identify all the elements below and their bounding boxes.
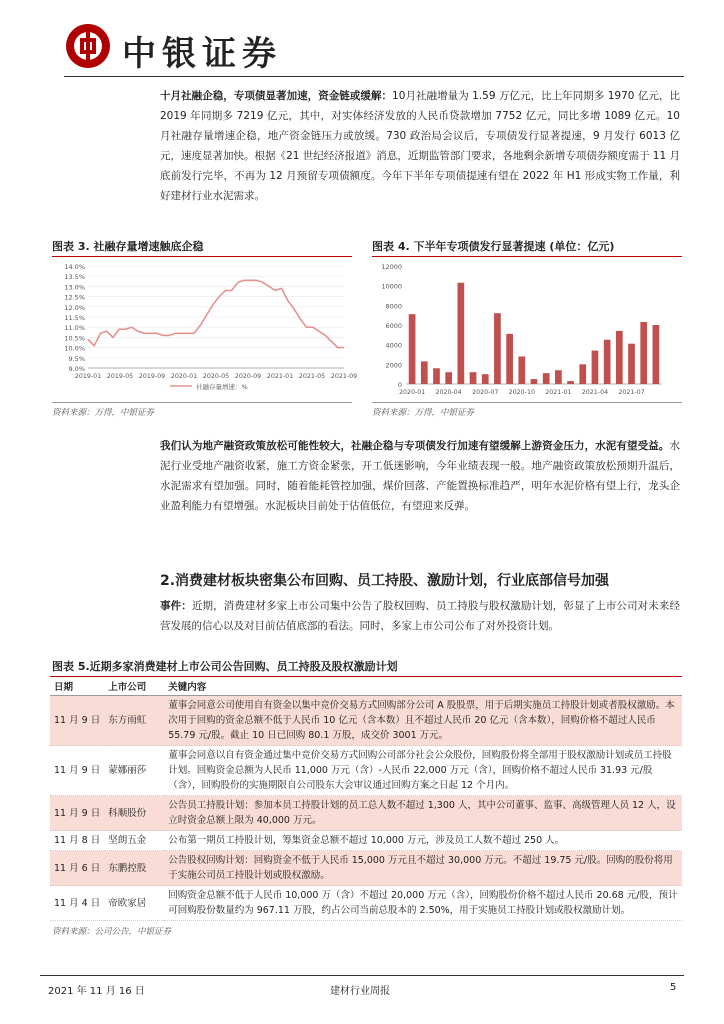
bar-month-9 [506, 334, 513, 384]
table5-title: 图表 5.近期多家消费建材上市公司公告回购、员工持股及股权激励计划 [52, 660, 398, 673]
x-tick-label: 2021-01 [266, 373, 294, 380]
fig4-title: 图表 4. 下半年专项债发行显著提速 (单位：亿元) [372, 240, 615, 253]
col-header-date: 日期 [50, 677, 104, 696]
row-date: 11 月 8 日 [50, 831, 104, 851]
x-tick-label: 2021-04 [581, 389, 609, 396]
table-row [50, 696, 682, 746]
footer-title: 建材行业周报 [330, 986, 390, 997]
paragraph-cement-view [160, 436, 680, 516]
bar-month-5 [458, 283, 465, 384]
fig3-title: 图表 3. 社融存量增速触底企稳 [52, 240, 204, 253]
bar-month-12 [543, 373, 550, 384]
table-row [50, 886, 682, 921]
y-tick-label: 10.0% [64, 344, 85, 353]
y-tick-label: 4000 [385, 341, 402, 350]
bar-month-17 [604, 340, 611, 384]
section-2-title: 2.消费建材板块密集公布回购、员工持股、激励计划，行业底部信号加强 [160, 573, 610, 589]
bar-month-4 [445, 372, 452, 384]
bar-month-7 [482, 374, 489, 384]
y-tick-label: 10000 [381, 282, 402, 291]
buyback-table [50, 676, 682, 921]
footer-page-number: 5 [670, 982, 677, 993]
x-tick-label: 2020-04 [435, 389, 462, 396]
col-header-company: 上市公司 [104, 677, 164, 696]
col-header-content: 关键内容 [164, 677, 682, 696]
y-tick-label: 10.5% [64, 334, 85, 343]
x-tick-label: 2020-01 [398, 389, 426, 396]
bar-month-14 [567, 381, 574, 384]
table-row [50, 796, 682, 831]
row-content: 公告员工持股计划：参加本员工持股计划的员工总人数不超过 1,300 人，其中公司董事、监事、高级管理人员 12 人，设立时资金总额上限为 40,000 万元。 [164, 796, 682, 831]
bar-month-13 [555, 370, 562, 384]
fig3-line-chart [52, 258, 358, 398]
bar-month-21 [653, 325, 660, 384]
x-tick-label: 2021-05 [298, 373, 326, 380]
y-tick-label: 11.0% [64, 324, 85, 333]
row-company: 蒙娜丽莎 [104, 746, 164, 796]
row-company: 东方雨虹 [104, 696, 164, 746]
y-tick-label: 13.5% [64, 273, 85, 282]
row-date: 11 月 4 日 [50, 886, 104, 921]
bar-month-2 [421, 361, 428, 384]
header-divider [64, 76, 684, 77]
y-tick-label: 12.5% [64, 293, 85, 302]
x-tick-label: 2020-05 [202, 373, 230, 380]
bank-logo-icon [64, 22, 112, 70]
x-tick-label: 2020-01 [170, 373, 198, 380]
footer-date: 2021 年 11 月 16 日 [48, 986, 145, 997]
row-company: 科顺股份 [104, 796, 164, 831]
row-company: 帝欧家居 [104, 886, 164, 921]
bar-month-20 [640, 322, 647, 384]
para3-lead: 事件： [160, 600, 192, 612]
y-tick-label: 9.5% [68, 354, 85, 363]
fig3-source: 资料来源：万得，中银证券 [52, 408, 155, 418]
x-tick-label: 2019-01 [74, 373, 102, 380]
brand-name: 中银证券 [122, 34, 282, 74]
table-row [50, 851, 682, 886]
y-tick-label: 12.0% [64, 303, 85, 312]
bar-month-1 [409, 314, 416, 384]
fig3-rule [52, 256, 352, 257]
fig4-bottom-rule [372, 402, 682, 403]
fig4-source: 资料来源：万得，中银证券 [372, 408, 475, 418]
fig4-rule [372, 256, 682, 257]
y-tick-label: 0 [397, 381, 402, 389]
row-content: 董事会同意公司使用自有资金以集中竞价交易方式回购部分公司 A 股股票，用于后期实施员工持股计划或者股权激励。本次用于回购的资金总额不低于人民币 10 亿元（含本数）且不超过人民币 20 亿元（含本数），回购价格不超过人民币 55.79 元/股。截止 10 日已回购 80.1 万股，成交价 3001 万元。 [164, 696, 682, 746]
row-date: 11 月 9 日 [50, 746, 104, 796]
y-tick-label: 12000 [381, 263, 402, 271]
table-row [50, 831, 682, 851]
bar-month-19 [628, 344, 635, 384]
row-content: 董事会同意以自有资金通过集中竞价交易方式回购公司部分社会公众股份，回购股份将全部用于股权激励计划或员工持股计划。回购资金总额为人民币 11,000 万元（含）-人民币 22,000 万元（含），回购价格不超过人民币 31.93 元/股（含），回购股份的实施期限自公司股东大会审议通过回购方案之日起 12 个月内。 [164, 746, 682, 796]
bar-month-11 [531, 379, 538, 384]
x-tick-label: 2021-01 [545, 389, 572, 396]
y-tick-label: 13.0% [64, 283, 85, 292]
x-tick-label: 2020-10 [508, 389, 535, 396]
y-tick-label: 14.0% [64, 263, 85, 271]
x-tick-label: 2020-09 [234, 373, 262, 380]
row-date: 11 月 9 日 [50, 796, 104, 831]
table-header-row [50, 677, 682, 696]
fig4-bar-chart [372, 258, 682, 398]
para2-body: 水泥行业受地产融资收紧，施工方资金紧张，开工低迷影响，今年业绩表现一般。地产融资政策放松预期升温后，水泥需求有望加强。同时，随着能耗管控加强，煤价回落、产能置换标准趋严，明年水泥价格有望上行，龙头企业盈利能力有望增强。水泥板块目前处于估值低位，有望迎来反弹。 [160, 440, 680, 512]
y-tick-label: 6000 [385, 322, 402, 330]
footer-divider [40, 975, 684, 976]
fig3-bottom-rule [52, 402, 352, 403]
bar-month-3 [433, 368, 440, 384]
bar-month-10 [518, 356, 525, 384]
bar-month-8 [494, 313, 501, 384]
y-tick-label: 11.5% [64, 314, 85, 322]
x-tick-label: 2021-09 [330, 373, 358, 380]
row-date: 11 月 9 日 [50, 696, 104, 746]
x-tick-label: 2019-05 [106, 373, 134, 380]
row-company: 东鹏控股 [104, 851, 164, 886]
row-date: 11 月 6 日 [50, 851, 104, 886]
row-company: 坚朗五金 [104, 831, 164, 851]
para1-body: 10月社融增量为 1.59 万亿元，比上年同期多 1970 亿元，比 2019 年同期多 7219 亿元，其中，对实体经济发放的人民币贷款增加 7752 亿元，同比多增 1089 亿元。10 月社融存量增速企稳，地产资金链压力或放缓。730 政治局会议后，专项债发行显著提速，9 月发行 6013 亿元，速度显著加快。根据《21 世纪经济报道》消息，近期监管部门要求，各地剩余新增专项债券额度需于 11 月底前发行完毕，不再为 12 月预留专项债额度。今年下半年专项债提速有望在 2022 年 H1 形成实物工作量，利好建材行业水泥需求。 [160, 90, 680, 202]
para1-lead: 十月社融企稳，专项债显著加速，资金链或缓解： [160, 90, 393, 102]
x-tick-label: 2021-07 [618, 389, 645, 396]
bar-month-6 [470, 372, 477, 384]
bar-month-15 [579, 364, 586, 384]
para2-lead: 我们认为地产融资政策放松可能性较大，社融企稳与专项债发行加速有望缓解上游资金压力，水泥有望受益。 [160, 440, 670, 452]
para3-body: 近期，消费建材多家上市公司集中公告了股权回购、员工持股与股权激励计划，彰显了上市公司对未来经营发展的信心以及对目前估值底部的看法。同时，多家上市公司公布了对外投资计划。 [160, 600, 680, 632]
row-content: 公布第一期员工持股计划，筹集资金总额不超过 10,000 万元，涉及员工人数不超过 250 人。 [164, 831, 682, 851]
paragraph-event [160, 596, 680, 636]
y-tick-label: 2000 [385, 361, 402, 370]
table-row [50, 746, 682, 796]
row-content: 回购资金总额不低于人民币 10,000 万（含）不超过 20,000 万元（含），回购股份价格不超过人民币 20.68 元/股，预计可回购股份数量约为 967.11 万股，约占公司当前总股本的 2.50%，用于实施员工持股计划或股权激励计划。 [164, 886, 682, 921]
table5-source: 资料来源：公司公告，中银证券 [52, 927, 172, 937]
paragraph-social-financing [160, 86, 680, 206]
legend-label: 社融存量增速：% [196, 383, 248, 391]
y-tick-label: 8000 [385, 302, 402, 311]
row-content: 公告股权回购计划：回购资金不低于人民币 15,000 万元且不超过 30,000 万元。不超过 19.75 元/股。回购的股份将用于实施公司员工持股计划或股权激励。 [164, 851, 682, 886]
bar-month-18 [616, 331, 623, 384]
x-tick-label: 2020-07 [472, 389, 499, 396]
x-tick-label: 2019-09 [138, 373, 166, 380]
bar-month-16 [592, 351, 599, 384]
y-tick-label: 9.0% [68, 365, 85, 373]
page-header [64, 22, 664, 72]
